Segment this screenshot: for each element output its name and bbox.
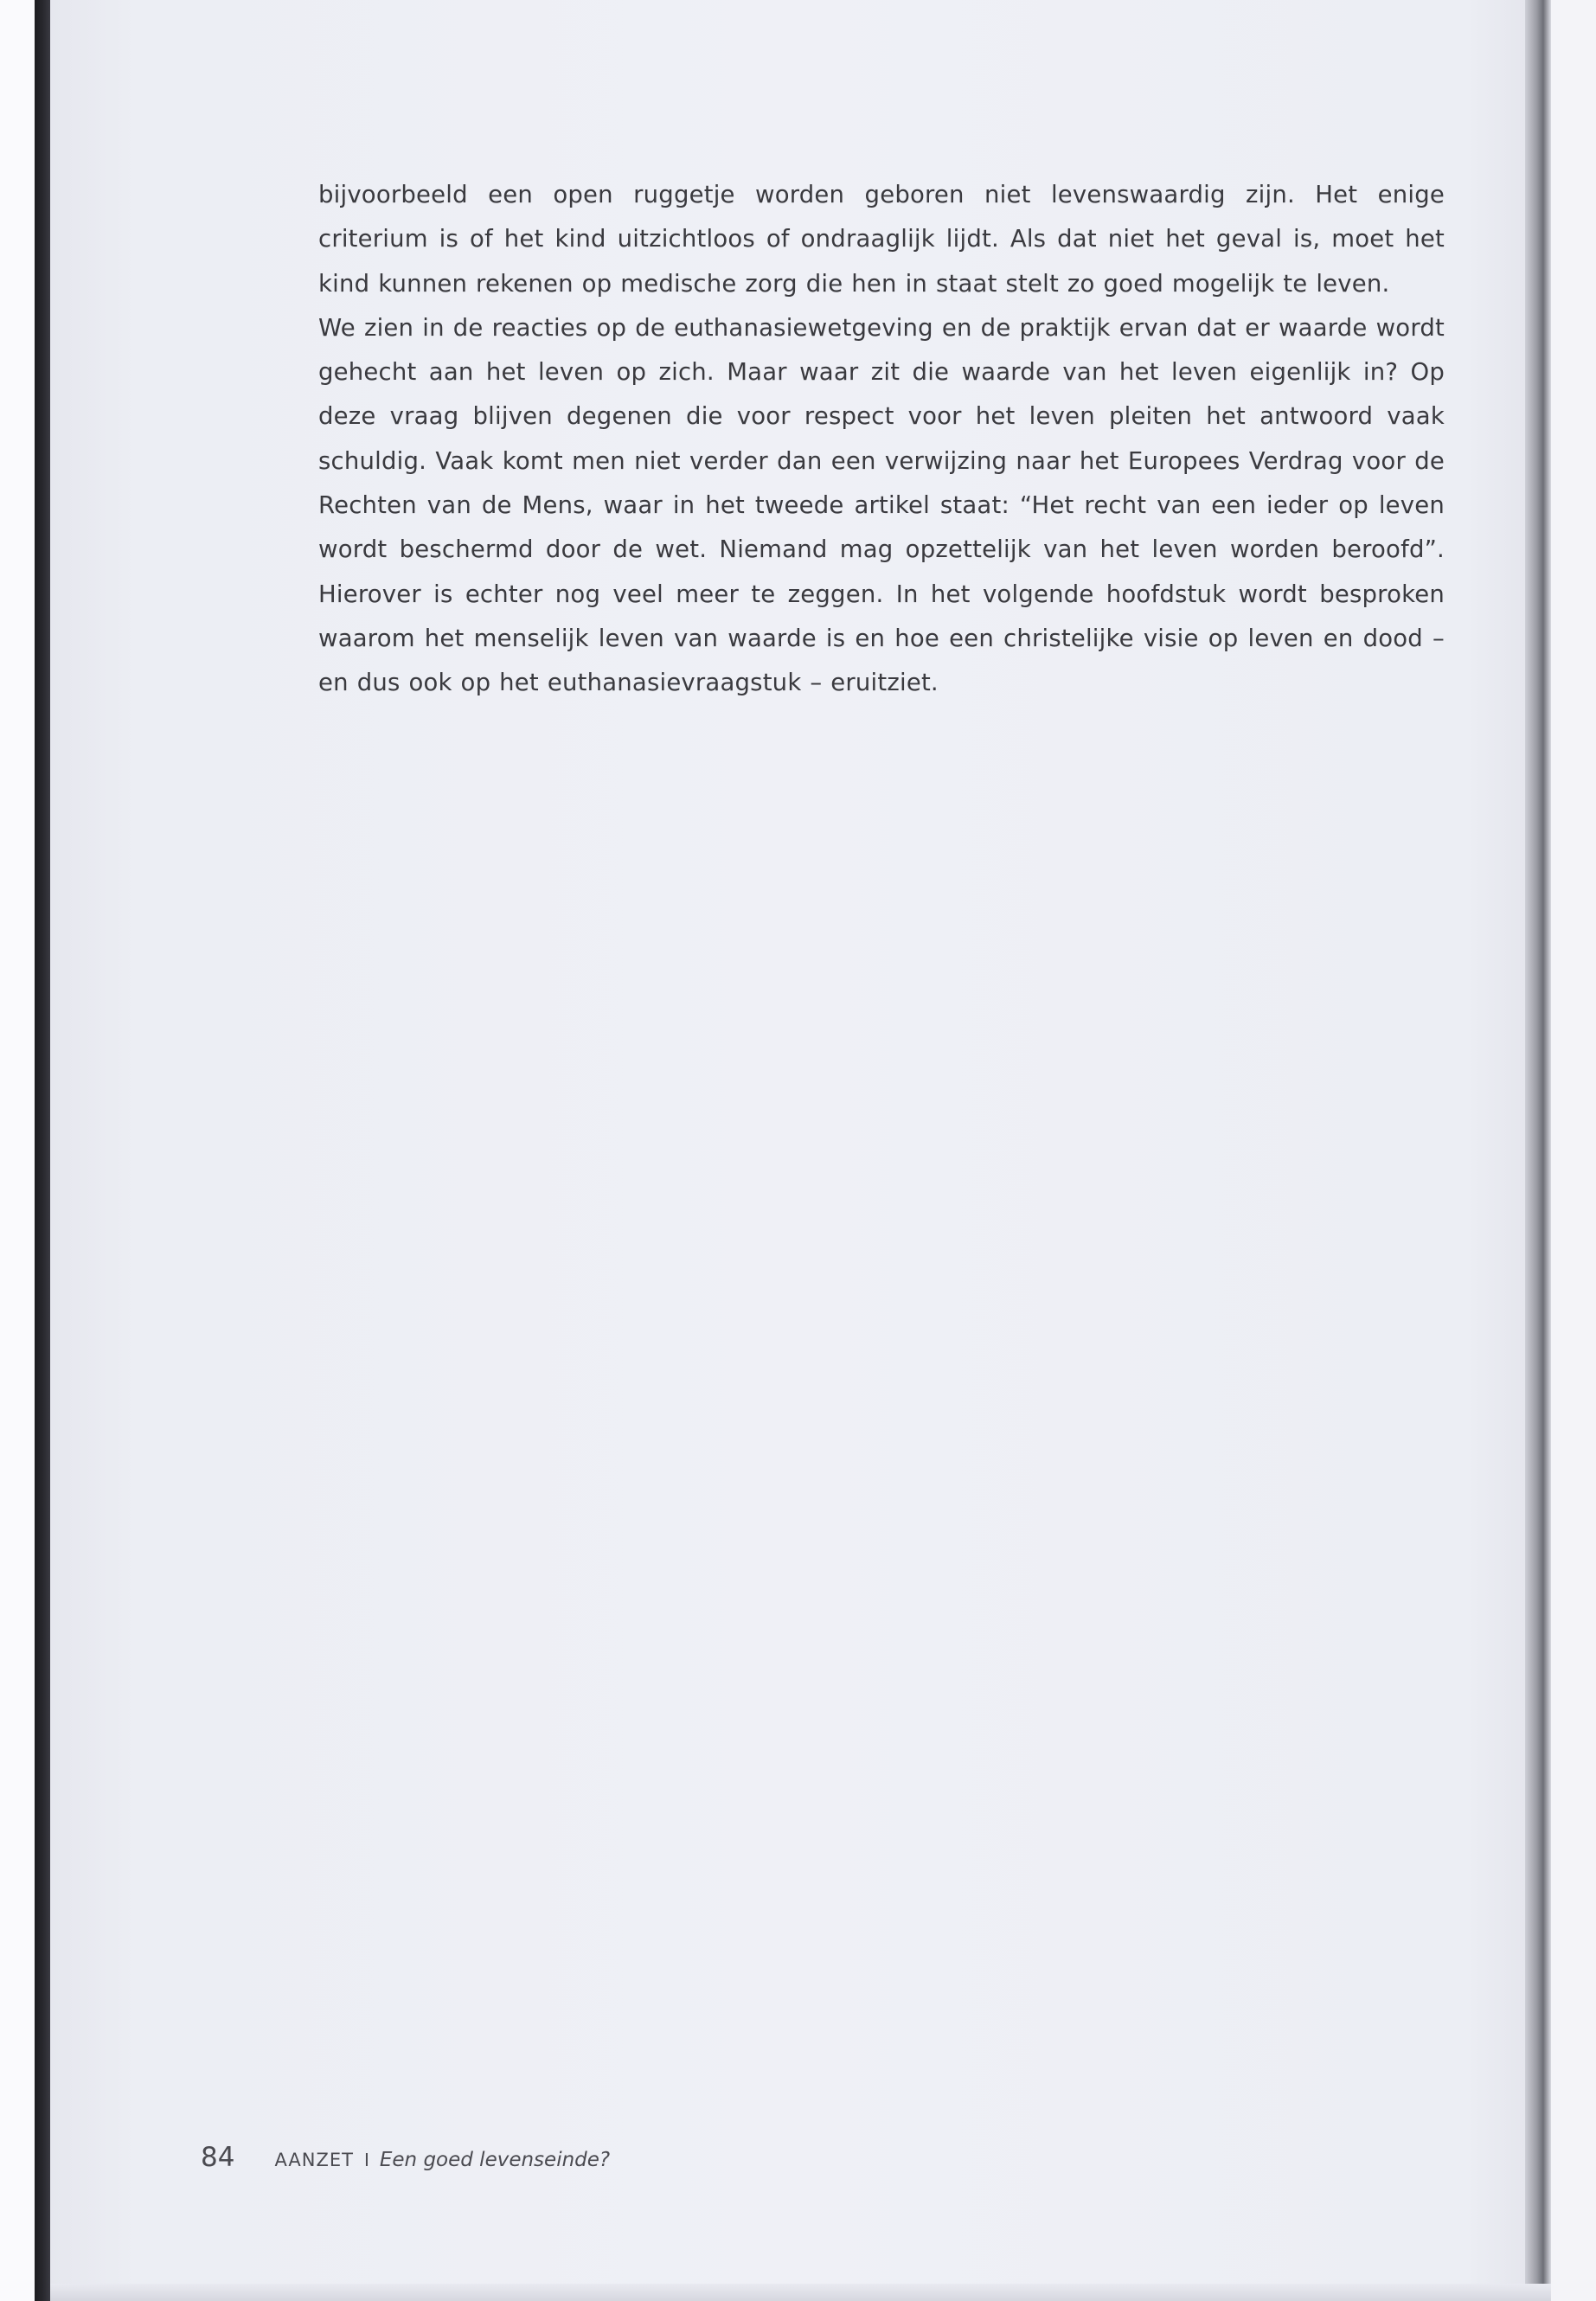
paragraph-2: We zien in de reacties op de euthanasiewetgeving en de praktijk ervan dat er waarde wordt gehecht aan het leven op zich. Maar waar zit die waarde van het leven eigenlijk in? Op deze vraag blijven degenen die voor respect voor het leven pleiten het antwoord vaak schuldig. Vaak komt men niet verder dan een verwijzing naar het Europees Verdrag voor de Rechten van de Mens, waar in het tweede artikel staat: “Het recht van een ieder op leven wordt beschermd door de wet. Niemand mag opzettelijk van het leven worden beroofd”. Hierover is echter nog veel meer te zeggen. In het volgende hoofdstuk wordt besproken waarom het menselijk leven van waarde is en hoe een christelijke visie op leven en dood – en dus ook op het euthanasievraagstuk – eruitziet. [318, 313, 1445, 697]
running-title: Een goed levenseinde? [379, 2149, 611, 2171]
book-spine-shadow [35, 0, 50, 2301]
footer-separator: I [363, 2150, 369, 2170]
page-fold-shadow [1525, 0, 1551, 2301]
journal-name: AANZET [274, 2150, 354, 2170]
page-bottom-edge [50, 2284, 1551, 2301]
page-footer [201, 2142, 610, 2176]
page-number: 84 [201, 2142, 235, 2173]
scan-margin [1551, 0, 1596, 2301]
body-text [318, 173, 1445, 706]
paragraph-1: bijvoorbeeld een open ruggetje worden geboren niet levenswaardig zijn. Het enige criterium is of het kind uitzichtloos of ondraaglijk lijdt. Als dat niet het geval is, moet het kind kunnen rekenen op medische zorg die hen in staat stelt zo goed mogelijk te leven. [318, 181, 1445, 298]
